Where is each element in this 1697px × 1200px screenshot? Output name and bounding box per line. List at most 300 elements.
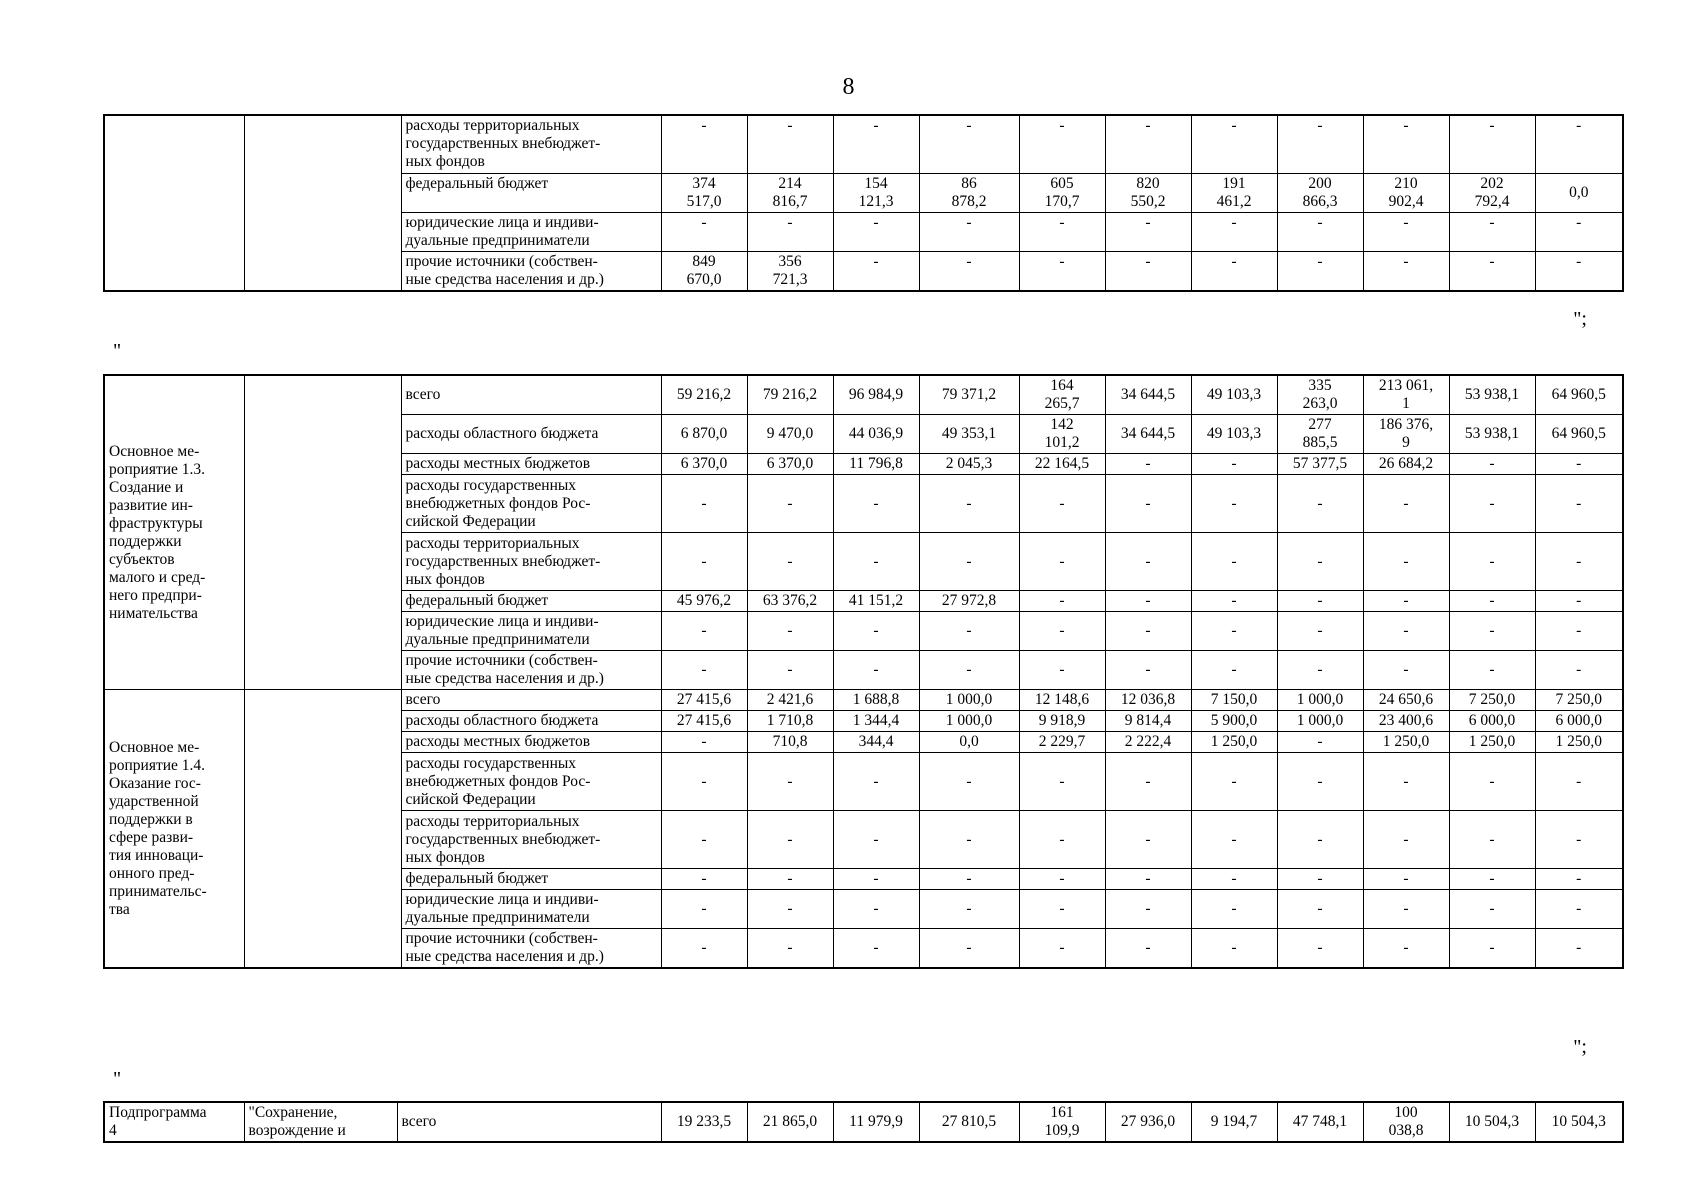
value-cell: -	[919, 929, 1019, 969]
value-cell: 154 121,3	[833, 173, 919, 212]
text-line: онного пред-	[109, 864, 195, 882]
value-cell: 1 344,4	[833, 711, 919, 732]
text-line: государственных внебюджет-	[405, 135, 601, 152]
value-cell: -	[1363, 811, 1449, 869]
funding-source	[401, 375, 661, 415]
text-line: дуальные предприниматели	[405, 909, 590, 926]
value-cell: 9 814,4	[1105, 711, 1191, 732]
text-line: прочие источники (собствен-	[405, 930, 598, 947]
value-cell: 200 866,3	[1277, 173, 1363, 212]
text-line: ударственной	[109, 792, 199, 810]
value-cell: -	[1191, 929, 1277, 969]
value-cell: 63 376,2	[747, 591, 833, 612]
value-cell: -	[1363, 890, 1449, 929]
value-cell: 10 504,3	[1535, 1102, 1623, 1142]
value-cell: 27 415,6	[661, 711, 747, 732]
value-cell: -	[747, 533, 833, 591]
value-cell: -	[1363, 929, 1449, 969]
funding-table-continued	[103, 114, 1624, 292]
value-cell: -	[661, 869, 747, 890]
value-cell: -	[1191, 454, 1277, 475]
value-cell: -	[1105, 591, 1191, 612]
value-cell: -	[1019, 753, 1105, 811]
value-cell: -	[919, 753, 1019, 811]
value-cell: -	[919, 533, 1019, 591]
value-cell: -	[747, 475, 833, 533]
value-cell: -	[1277, 612, 1363, 651]
value-cell: -	[1535, 612, 1623, 651]
value-cell: 12 036,8	[1105, 690, 1191, 711]
value-cell: 44 036,9	[833, 415, 919, 454]
value-cell: -	[1191, 811, 1277, 869]
value-cell: 277 885,5	[1277, 415, 1363, 454]
value-cell: 1 250,0	[1363, 732, 1449, 753]
value-cell: -	[919, 651, 1019, 690]
value-cell: 12 148,6	[1019, 690, 1105, 711]
value-cell: 1 000,0	[1277, 690, 1363, 711]
value-cell: -	[1105, 811, 1191, 869]
text-line: тва	[109, 900, 130, 918]
value-cell: 23 400,6	[1363, 711, 1449, 732]
text-line: сийской Федерации	[405, 790, 536, 808]
value-cell: -	[1449, 591, 1535, 612]
value-cell: 164 265,7	[1019, 375, 1105, 415]
opening-quote: "	[113, 340, 122, 362]
value-cell: 19 233,5	[661, 1102, 747, 1142]
value-cell: -	[919, 115, 1019, 173]
funding-source	[401, 591, 661, 612]
closing-quote-2: ";	[1573, 1036, 1587, 1058]
text-line: поддержки в	[109, 810, 193, 828]
value-cell: -	[1105, 753, 1191, 811]
text-line: федеральный бюджет	[405, 592, 549, 609]
value-cell: -	[1449, 533, 1535, 591]
value-cell: 374 517,0	[661, 173, 747, 212]
value-cell: -	[1019, 929, 1105, 969]
value-cell: -	[833, 890, 919, 929]
value-cell: -	[1449, 869, 1535, 890]
page-number: 8	[842, 74, 855, 100]
value-cell: 49 353,1	[919, 415, 1019, 454]
funding-source	[401, 890, 661, 929]
value-cell: -	[1363, 115, 1449, 173]
text-line: сфере разви-	[109, 828, 194, 846]
funding-source: всего	[397, 1102, 661, 1142]
value-cell: -	[1535, 533, 1623, 591]
value-cell: -	[1277, 533, 1363, 591]
text-line: государственных внебюджет-	[405, 552, 601, 570]
value-cell: -	[1019, 651, 1105, 690]
value-cell: 820 550,2	[1105, 173, 1191, 212]
value-cell: 53 938,1	[1449, 415, 1535, 454]
text-line: него предпри-	[109, 586, 202, 604]
value-cell: -	[1363, 869, 1449, 890]
value-cell: 34 644,5	[1105, 375, 1191, 415]
value-cell: -	[919, 212, 1019, 251]
value-cell: -	[1449, 115, 1535, 173]
value-cell: -	[1019, 115, 1105, 173]
text-line: Подпрограмма	[109, 1104, 207, 1121]
value-cell: -	[1363, 475, 1449, 533]
value-cell: -	[1277, 869, 1363, 890]
text-line: Оказание гос-	[109, 774, 201, 792]
value-cell: -	[1191, 651, 1277, 690]
value-cell: -	[1449, 454, 1535, 475]
value-cell: 27 415,6	[661, 690, 747, 711]
value-cell: -	[1191, 475, 1277, 533]
value-cell: -	[661, 811, 747, 869]
value-cell: 0,0	[1535, 173, 1623, 212]
value-cell: -	[661, 212, 747, 251]
value-cell: 45 976,2	[661, 591, 747, 612]
text-line: принимательс-	[109, 882, 207, 900]
value-cell: 57 377,5	[1277, 454, 1363, 475]
value-cell: -	[1535, 475, 1623, 533]
value-cell: 96 984,9	[833, 375, 919, 415]
measure-1-4-name	[104, 690, 244, 969]
value-cell: 53 938,1	[1449, 375, 1535, 415]
funding-table-measures	[103, 374, 1624, 969]
value-cell: -	[1535, 651, 1623, 690]
funding-source	[401, 533, 661, 591]
value-cell: -	[1105, 454, 1191, 475]
value-cell: 344,4	[833, 732, 919, 753]
text-line: Создание и	[109, 478, 184, 496]
value-cell: -	[833, 251, 919, 291]
value-cell: 1 000,0	[1277, 711, 1363, 732]
value-cell: -	[833, 651, 919, 690]
value-cell: 0,0	[919, 732, 1019, 753]
value-cell: 1 710,8	[747, 711, 833, 732]
value-cell: 2 421,6	[747, 690, 833, 711]
value-cell: -	[1105, 612, 1191, 651]
empty-cell	[244, 115, 401, 291]
value-cell: -	[1449, 612, 1535, 651]
value-cell: 79 371,2	[919, 375, 1019, 415]
value-cell: -	[1535, 929, 1623, 969]
text-line: расходы территориальных	[405, 117, 580, 134]
text-line: нимательства	[109, 604, 198, 622]
funding-source	[401, 690, 661, 711]
text-line: внебюджетных фондов Рос-	[405, 772, 591, 790]
value-cell: -	[661, 890, 747, 929]
value-cell: -	[1105, 869, 1191, 890]
text-line: Основное ме-	[109, 738, 200, 756]
value-cell: -	[1191, 591, 1277, 612]
value-cell: 1 250,0	[1191, 732, 1277, 753]
value-cell: 2 222,4	[1105, 732, 1191, 753]
value-cell: -	[833, 929, 919, 969]
funding-source	[401, 811, 661, 869]
text-line: расходы областного бюджета	[405, 712, 599, 729]
text-line: "Сохранение,	[248, 1104, 338, 1121]
value-cell: 79 216,2	[747, 375, 833, 415]
funding-source	[401, 651, 661, 690]
text-line: юридические лица и индиви-	[405, 613, 599, 630]
text-line: дуальные предприниматели	[405, 231, 590, 249]
text-line: ные средства населения и др.)	[405, 670, 604, 687]
value-cell: 6 870,0	[661, 415, 747, 454]
value-cell: -	[1449, 212, 1535, 251]
value-cell: -	[1019, 869, 1105, 890]
funding-source	[401, 929, 661, 969]
value-cell: 49 103,3	[1191, 375, 1277, 415]
value-cell: 6 370,0	[747, 454, 833, 475]
value-cell: -	[1449, 811, 1535, 869]
measure-1-3-name	[104, 375, 244, 690]
value-cell: 5 900,0	[1191, 711, 1277, 732]
value-cell: 605 170,7	[1019, 173, 1105, 212]
value-cell: -	[1449, 929, 1535, 969]
text-line: расходы территориальных	[405, 534, 580, 552]
value-cell: 214 816,7	[747, 173, 833, 212]
text-line: роприятие 1.4.	[109, 756, 206, 774]
value-cell: 27 936,0	[1105, 1102, 1191, 1142]
funding-source	[401, 732, 661, 753]
value-cell: 6 370,0	[661, 454, 747, 475]
value-cell: 1 000,0	[919, 711, 1019, 732]
value-cell: -	[1363, 753, 1449, 811]
text-line: ных фондов	[405, 848, 485, 866]
value-cell: -	[1363, 591, 1449, 612]
text-line: всего	[405, 386, 441, 403]
value-cell: 335 263,0	[1277, 375, 1363, 415]
value-cell: -	[1105, 890, 1191, 929]
value-cell: 7 150,0	[1191, 690, 1277, 711]
value-cell: 1 000,0	[919, 690, 1019, 711]
value-cell: -	[747, 651, 833, 690]
table-row	[104, 1102, 1623, 1142]
value-cell: -	[919, 890, 1019, 929]
text-line: государственных внебюджет-	[405, 830, 601, 848]
text-line: расходы областного бюджета	[405, 425, 599, 442]
value-cell: 9 194,7	[1191, 1102, 1277, 1142]
value-cell: -	[1191, 212, 1277, 251]
empty-cell	[244, 375, 401, 690]
value-cell: 7 250,0	[1535, 690, 1623, 711]
value-cell: -	[661, 475, 747, 533]
value-cell: 22 164,5	[1019, 454, 1105, 475]
text-line: развитие ин-	[109, 496, 193, 514]
subprogram-name	[104, 1102, 244, 1142]
text-line: внебюджетных фондов Рос-	[405, 494, 591, 512]
value-cell: -	[661, 929, 747, 969]
text-line: расходы территориальных	[405, 812, 580, 830]
value-cell: -	[747, 753, 833, 811]
value-cell: -	[661, 533, 747, 591]
value-cell: -	[833, 212, 919, 251]
value-cell: -	[661, 732, 747, 753]
text-line: федеральный бюджет	[405, 870, 549, 887]
value-cell: -	[1449, 753, 1535, 811]
value-cell: 9 918,9	[1019, 711, 1105, 732]
value-cell: -	[1535, 212, 1623, 251]
opening-quote-2: "	[113, 1068, 122, 1090]
value-cell: -	[1363, 533, 1449, 591]
text-line: ные средства населения и др.)	[405, 270, 604, 288]
text-line: фраструктуры	[109, 514, 203, 532]
funding-source	[401, 454, 661, 475]
value-cell: 1 688,8	[833, 690, 919, 711]
value-cell: -	[1191, 612, 1277, 651]
value-cell: 86 878,2	[919, 173, 1019, 212]
text-line: расходы местных бюджетов	[405, 455, 591, 472]
text-line: ные средства населения и др.)	[405, 948, 604, 965]
value-cell: -	[919, 811, 1019, 869]
text-line: всего	[405, 691, 441, 708]
value-cell: -	[1277, 591, 1363, 612]
value-cell: 10 504,3	[1449, 1102, 1535, 1142]
text-line: возрождение и	[248, 1122, 346, 1139]
value-cell: -	[1191, 890, 1277, 929]
text-line: ных фондов	[405, 570, 485, 588]
value-cell: 64 960,5	[1535, 375, 1623, 415]
value-cell: -	[661, 115, 747, 173]
text-line: тия инноваци-	[109, 846, 204, 864]
value-cell: 2 045,3	[919, 454, 1019, 475]
text-line: расходы местных бюджетов	[405, 733, 591, 750]
value-cell: 191 461,2	[1191, 173, 1277, 212]
value-cell: -	[1019, 612, 1105, 651]
text-line: малого и сред-	[109, 568, 206, 586]
value-cell: -	[1277, 890, 1363, 929]
value-cell: -	[1535, 454, 1623, 475]
value-cell: -	[1105, 533, 1191, 591]
value-cell: 9 470,0	[747, 415, 833, 454]
value-cell: -	[1191, 251, 1277, 291]
value-cell: -	[1019, 251, 1105, 291]
value-cell: -	[1277, 251, 1363, 291]
value-cell: -	[1363, 651, 1449, 690]
value-cell: 24 650,6	[1363, 690, 1449, 711]
value-cell: 21 865,0	[747, 1102, 833, 1142]
value-cell: 1 250,0	[1449, 732, 1535, 753]
value-cell: -	[833, 533, 919, 591]
value-cell: -	[661, 753, 747, 811]
empty-cell	[104, 115, 244, 291]
value-cell: -	[1363, 612, 1449, 651]
value-cell: -	[1277, 475, 1363, 533]
value-cell: -	[1535, 811, 1623, 869]
value-cell: -	[833, 115, 919, 173]
value-cell: -	[919, 251, 1019, 291]
value-cell: -	[1535, 251, 1623, 291]
text-line: юридические лица и индиви-	[405, 213, 599, 231]
value-cell: -	[1105, 929, 1191, 969]
value-cell: -	[1277, 811, 1363, 869]
value-cell: -	[833, 869, 919, 890]
text-line: прочие источники (собствен-	[405, 252, 598, 270]
value-cell: 6 000,0	[1449, 711, 1535, 732]
text-line: поддержки	[109, 532, 182, 550]
value-cell: -	[1019, 811, 1105, 869]
text-line: Основное ме-	[109, 442, 200, 460]
value-cell: 1 250,0	[1535, 732, 1623, 753]
value-cell: -	[747, 890, 833, 929]
value-cell: 11 796,8	[833, 454, 919, 475]
text-line: роприятие 1.3.	[109, 460, 206, 478]
value-cell: -	[747, 869, 833, 890]
funding-source	[401, 173, 661, 212]
value-cell: -	[833, 475, 919, 533]
value-cell: -	[1191, 115, 1277, 173]
table-row	[104, 690, 1623, 711]
value-cell: -	[919, 475, 1019, 533]
value-cell: -	[1277, 753, 1363, 811]
value-cell: -	[1019, 533, 1105, 591]
value-cell: 26 684,2	[1363, 454, 1449, 475]
value-cell: 59 216,2	[661, 375, 747, 415]
text-line: федеральный бюджет	[405, 174, 549, 192]
value-cell: -	[1449, 890, 1535, 929]
value-cell: 100 038,8	[1363, 1102, 1449, 1142]
value-cell: 356 721,3	[747, 251, 833, 291]
text-line: прочие источники (собствен-	[405, 652, 598, 669]
value-cell: -	[1535, 869, 1623, 890]
text-line: 4	[109, 1122, 117, 1139]
value-cell: 186 376, 9	[1363, 415, 1449, 454]
value-cell: -	[919, 612, 1019, 651]
closing-quote: ";	[1573, 308, 1587, 330]
value-cell: -	[1449, 475, 1535, 533]
value-cell: 27 810,5	[919, 1102, 1019, 1142]
value-cell: 210 902,4	[1363, 173, 1449, 212]
value-cell: 49 103,3	[1191, 415, 1277, 454]
value-cell: -	[747, 212, 833, 251]
value-cell: -	[1019, 212, 1105, 251]
value-cell: -	[833, 811, 919, 869]
value-cell: -	[747, 115, 833, 173]
value-cell: -	[1277, 732, 1363, 753]
value-cell: -	[1363, 212, 1449, 251]
table-row	[104, 115, 1623, 173]
value-cell: 161 109,9	[1019, 1102, 1105, 1142]
value-cell: -	[1449, 651, 1535, 690]
value-cell: -	[833, 753, 919, 811]
funding-source	[401, 212, 661, 251]
funding-source	[401, 612, 661, 651]
value-cell: 34 644,5	[1105, 415, 1191, 454]
value-cell: -	[1363, 251, 1449, 291]
text-line: расходы государственных	[405, 476, 577, 494]
value-cell: 849 670,0	[661, 251, 747, 291]
value-cell: -	[1277, 929, 1363, 969]
funding-source	[401, 869, 661, 890]
value-cell: -	[1191, 869, 1277, 890]
value-cell: 27 972,8	[919, 591, 1019, 612]
table-row	[104, 375, 1623, 415]
value-cell: -	[1535, 115, 1623, 173]
funding-source	[401, 415, 661, 454]
value-cell: -	[1105, 212, 1191, 251]
value-cell: -	[919, 869, 1019, 890]
value-cell: -	[747, 612, 833, 651]
value-cell: -	[661, 612, 747, 651]
value-cell: 11 979,9	[833, 1102, 919, 1142]
funding-source	[401, 251, 661, 291]
value-cell: -	[747, 811, 833, 869]
value-cell: -	[661, 651, 747, 690]
value-cell: -	[1277, 651, 1363, 690]
value-cell: -	[1535, 753, 1623, 811]
text-line: сийской Федерации	[405, 512, 536, 530]
value-cell: 202 792,4	[1449, 173, 1535, 212]
value-cell: 213 061, 1	[1363, 375, 1449, 415]
value-cell: -	[1105, 651, 1191, 690]
value-cell: 6 000,0	[1535, 711, 1623, 732]
funding-source	[401, 475, 661, 533]
value-cell: 7 250,0	[1449, 690, 1535, 711]
